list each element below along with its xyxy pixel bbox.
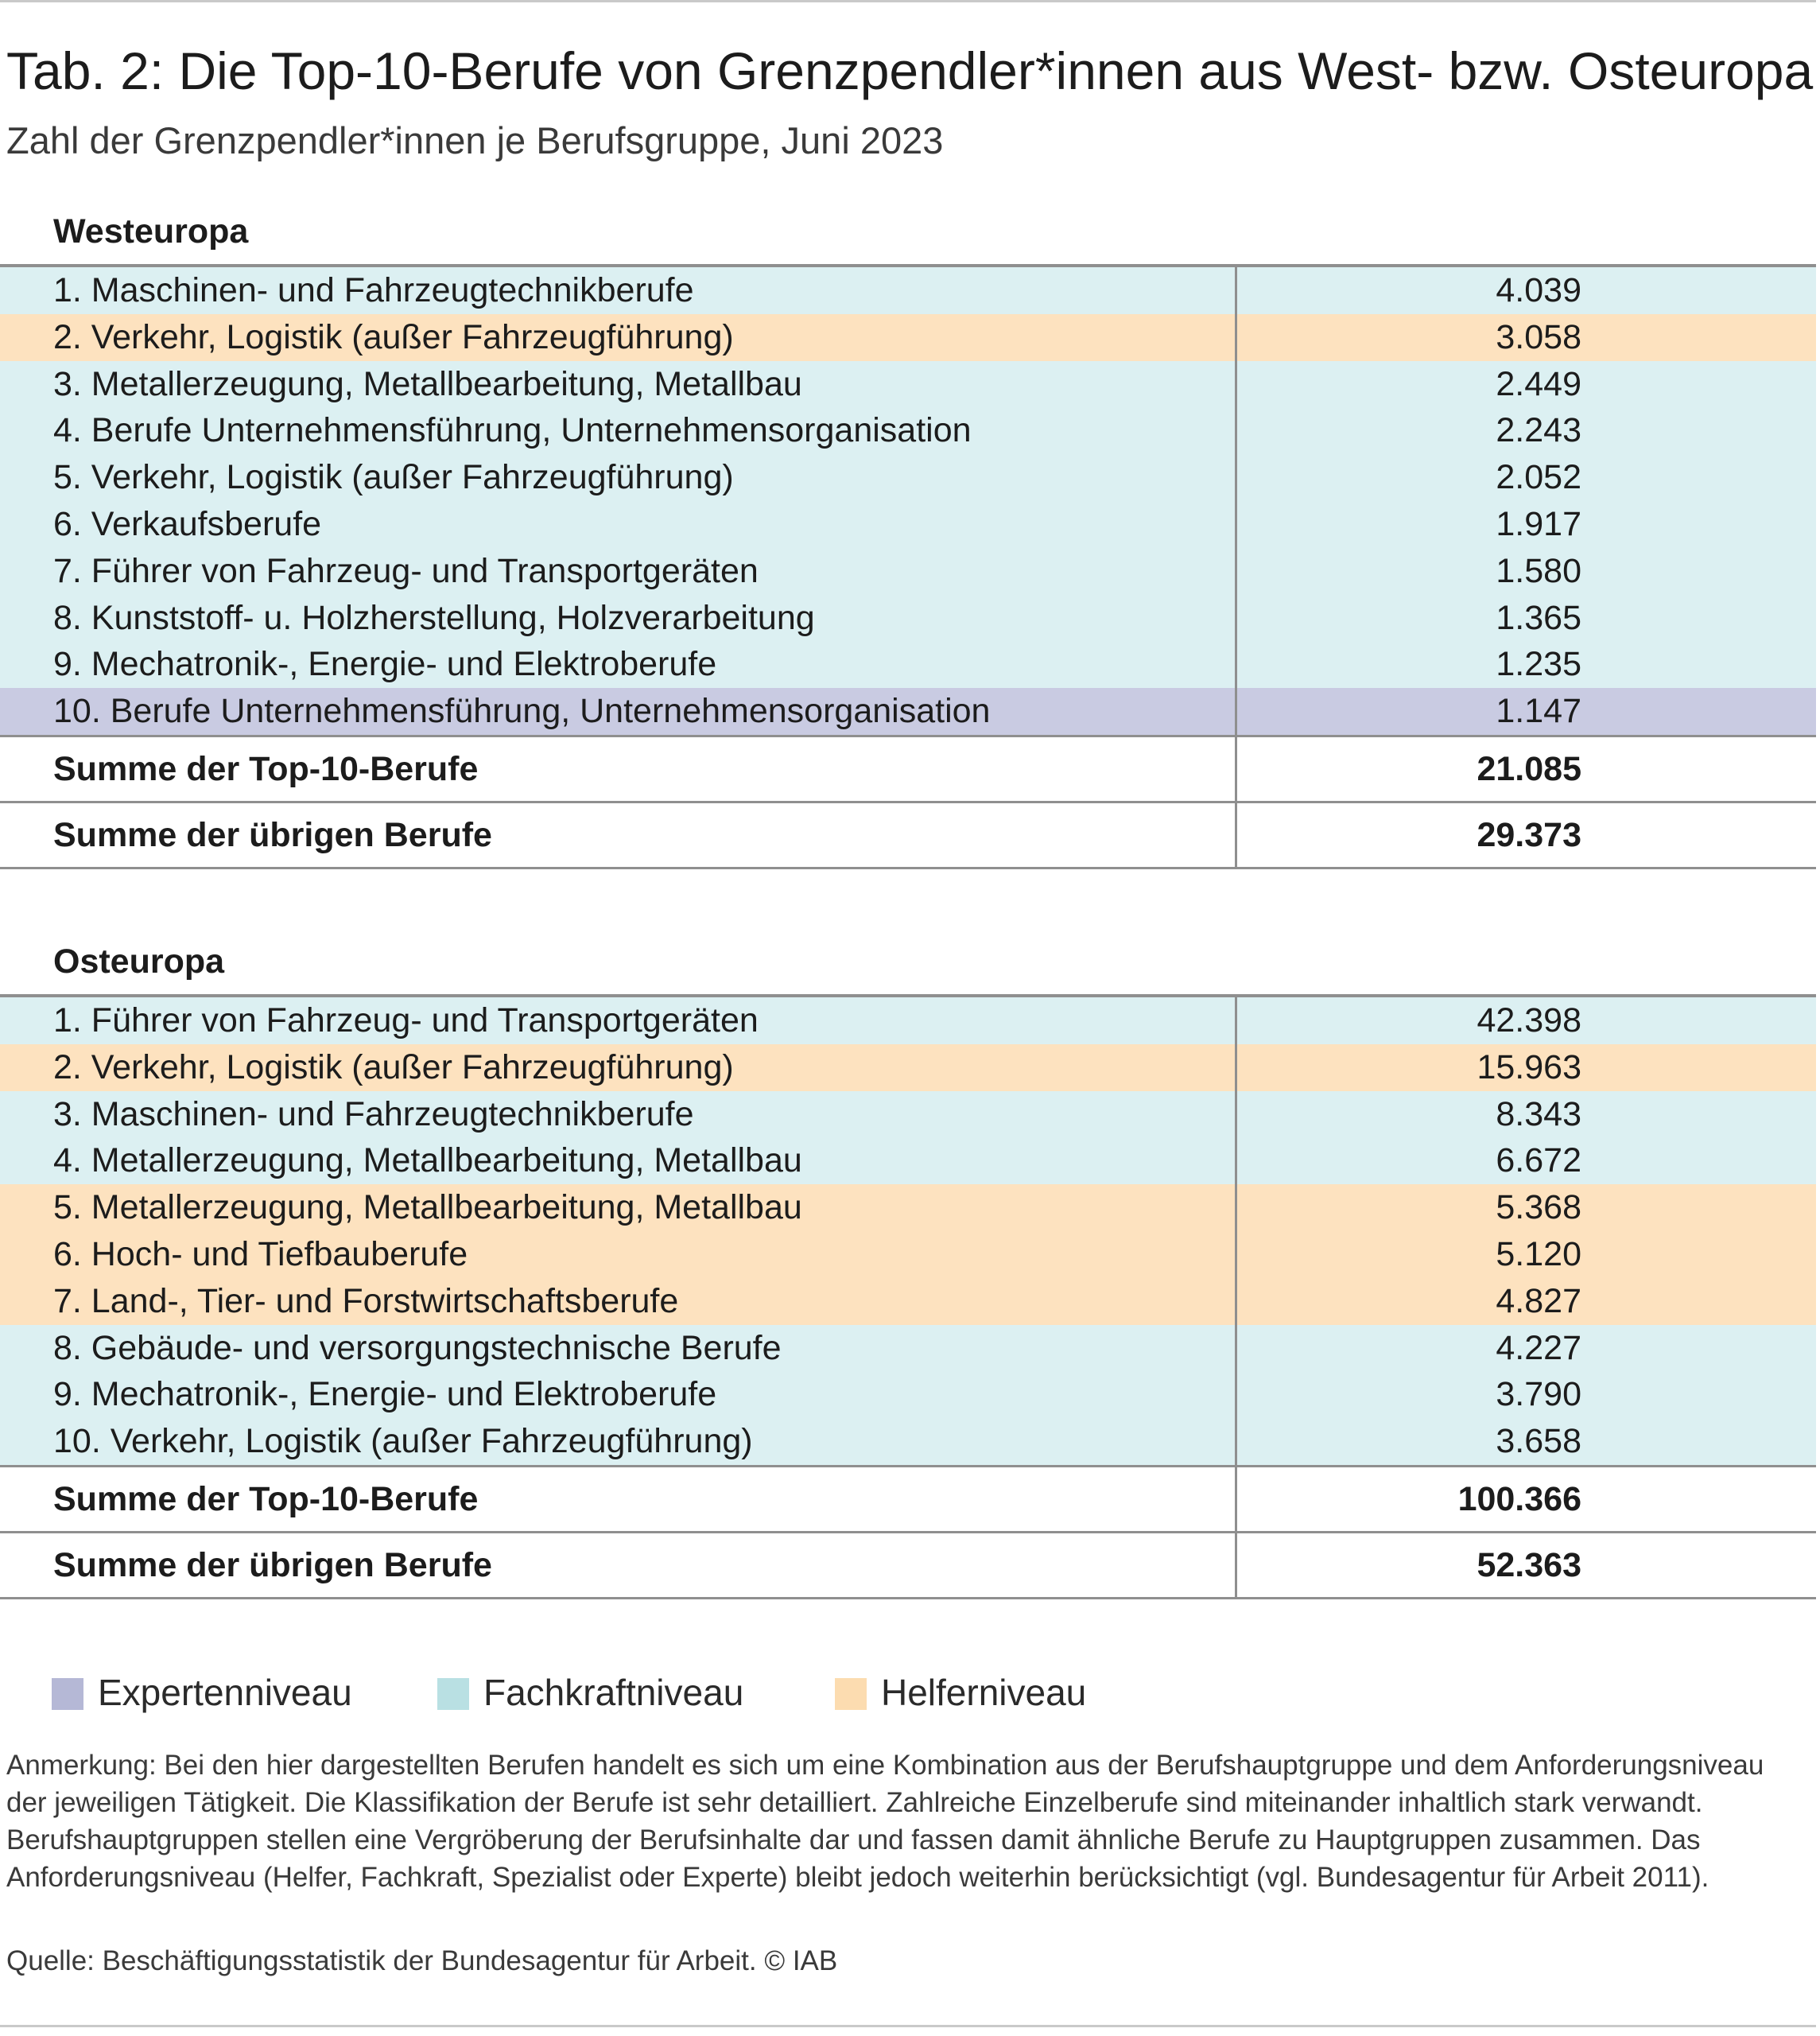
column-divider	[1235, 803, 1237, 867]
table-bottom-border	[0, 1597, 1816, 1599]
commuter-count: 5.368	[1496, 1188, 1581, 1227]
commuter-count: 4.827	[1496, 1281, 1581, 1320]
table-row	[0, 1418, 1816, 1465]
column-divider	[1235, 361, 1237, 408]
column-divider	[1235, 688, 1237, 735]
column-divider	[1235, 1231, 1237, 1278]
sum-value: 52.363	[1477, 1545, 1581, 1584]
sum-row	[0, 1531, 1816, 1597]
commuter-count: 15.963	[1477, 1047, 1581, 1086]
table-row	[0, 361, 1816, 408]
occupation-label: 4. Metallerzeugung, Metallbearbeitung, Metallbau	[53, 1141, 802, 1180]
table-row	[0, 641, 1816, 688]
occupation-label: 9. Mechatronik-, Energie- und Elektroberufe	[53, 1375, 717, 1414]
occupation-label: 3. Maschinen- und Fahrzeugtechnikberufe	[53, 1094, 694, 1133]
sum-label: Summe der Top-10-Berufe	[53, 749, 479, 788]
commuter-count: 1.235	[1496, 645, 1581, 684]
occupation-label: 6. Verkaufsberufe	[53, 504, 322, 543]
footnote: Anmerkung: Bei den hier dargestellten Berufen handelt es sich um eine Kombination aus der Berufshauptgruppe und dem Anforderungsniveau der jeweiligen Tätigkeit. Die Klassifikation der Berufe ist sehr detailliert. Zahlreiche Einzelberufe sind miteinander inhaltlich stark verwandt. Berufshauptgruppen stellen eine Vergröberung der Berufsinhalte dar und fassen damit ähnliche Berufe zu Hauptgruppen zusammen. Das Anforderungsniveau (Helfer, Fachkraft, Spezialist oder Experte) bleibt jedoch weiterhin berücksichtigt (vgl. Bundesagentur für Arbeit 2011).	[6, 1750, 1764, 1893]
occupation-table	[0, 264, 1816, 869]
sum-value: 29.373	[1477, 815, 1581, 854]
commuter-count: 2.449	[1496, 364, 1581, 403]
occupation-label: 7. Führer von Fahrzeug- und Transportgeräten	[53, 551, 759, 590]
legend-swatch-expert	[52, 1678, 83, 1710]
column-divider	[1235, 454, 1237, 501]
column-divider	[1235, 267, 1237, 314]
table-row	[0, 407, 1816, 454]
table-row	[0, 1231, 1816, 1278]
column-divider	[1235, 1044, 1237, 1091]
column-divider	[1235, 595, 1237, 642]
column-divider	[1235, 314, 1237, 361]
occupation-label: 4. Berufe Unternehmensführung, Unternehmensorganisation	[53, 411, 972, 450]
column-divider	[1235, 501, 1237, 548]
legend-label: Expertenniveau	[98, 1672, 352, 1713]
occupation-label: 7. Land-, Tier- und Forstwirtschaftsberufe	[53, 1281, 679, 1320]
section-heading: Osteuropa	[53, 942, 225, 981]
column-divider	[1235, 997, 1237, 1044]
occupation-label: 10. Verkehr, Logistik (außer Fahrzeugführung)	[53, 1422, 753, 1461]
table-row	[0, 1371, 1816, 1418]
commuter-count: 4.227	[1496, 1328, 1581, 1367]
commuter-count: 2.243	[1496, 411, 1581, 450]
table-row	[0, 1184, 1816, 1231]
section-heading: Westeuropa	[53, 212, 249, 251]
source-line: Quelle: Beschäftigungsstatistik der Bundesagentur für Arbeit. © IAB	[6, 1945, 838, 1976]
column-divider	[1235, 1533, 1237, 1597]
table-row	[0, 688, 1816, 735]
occupation-table	[0, 994, 1816, 1599]
commuter-count: 1.147	[1496, 692, 1581, 731]
column-divider	[1235, 1467, 1237, 1531]
table-row	[0, 267, 1816, 314]
column-divider	[1235, 1371, 1237, 1418]
commuter-count: 3.058	[1496, 317, 1581, 356]
sum-value: 100.366	[1457, 1479, 1581, 1518]
commuter-count: 6.672	[1496, 1141, 1581, 1180]
commuter-count: 1.365	[1496, 598, 1581, 637]
commuter-count: 4.039	[1496, 271, 1581, 309]
sum-value: 21.085	[1477, 749, 1581, 788]
table-subtitle: Zahl der Grenzpendler*innen je Berufsgruppe, Juni 2023	[6, 119, 944, 161]
occupation-label: 8. Kunststoff- u. Holzherstellung, Holzverarbeitung	[53, 598, 815, 637]
table-bottom-border	[0, 867, 1816, 869]
table-row	[0, 454, 1816, 501]
occupation-label: 9. Mechatronik-, Energie- und Elektroberufe	[53, 645, 717, 684]
occupation-label: 2. Verkehr, Logistik (außer Fahrzeugführung)	[53, 317, 734, 356]
column-divider	[1235, 1278, 1237, 1325]
occupation-label: 2. Verkehr, Logistik (außer Fahrzeugführung)	[53, 1047, 734, 1086]
commuter-count: 1.917	[1496, 504, 1581, 543]
table-row	[0, 1044, 1816, 1091]
legend-label: Fachkraftniveau	[483, 1672, 744, 1713]
column-divider	[1235, 1184, 1237, 1231]
table-row	[0, 1091, 1816, 1138]
table-row	[0, 314, 1816, 361]
column-divider	[1235, 737, 1237, 801]
column-divider	[1235, 407, 1237, 454]
sum-row	[0, 1465, 1816, 1531]
column-divider	[1235, 1325, 1237, 1372]
legend-swatch-helfer	[835, 1678, 867, 1710]
table-row	[0, 501, 1816, 548]
commuter-count: 3.790	[1496, 1375, 1581, 1414]
column-divider	[1235, 1418, 1237, 1465]
commuter-count: 5.120	[1496, 1234, 1581, 1273]
occupation-label: 5. Metallerzeugung, Metallbearbeitung, Metallbau	[53, 1188, 802, 1227]
legend-label: Helferniveau	[881, 1672, 1087, 1713]
column-divider	[1235, 548, 1237, 595]
occupation-label: 1. Führer von Fahrzeug- und Transportgeräten	[53, 1001, 759, 1039]
commuter-count: 42.398	[1477, 1001, 1581, 1039]
table-row	[0, 1325, 1816, 1372]
sum-label: Summe der übrigen Berufe	[53, 815, 492, 854]
bottom-rule	[0, 2025, 1816, 2027]
occupation-label: 5. Verkehr, Logistik (außer Fahrzeugführung)	[53, 458, 734, 497]
occupation-label: 8. Gebäude- und versorgungstechnische Berufe	[53, 1328, 782, 1367]
occupation-label: 1. Maschinen- und Fahrzeugtechnikberufe	[53, 271, 694, 309]
table-row	[0, 548, 1816, 595]
occupation-label: 6. Hoch- und Tiefbauberufe	[53, 1234, 468, 1273]
commuter-count: 8.343	[1496, 1094, 1581, 1133]
column-divider	[1235, 1137, 1237, 1184]
occupation-label: 10. Berufe Unternehmensführung, Unternehmensorganisation	[53, 692, 991, 731]
legend-swatch-fachkraft	[437, 1678, 469, 1710]
column-divider	[1235, 641, 1237, 688]
sum-row	[0, 801, 1816, 867]
table-row	[0, 1137, 1816, 1184]
commuter-count: 3.658	[1496, 1422, 1581, 1461]
commuter-count: 2.052	[1496, 458, 1581, 497]
table-title: Tab. 2: Die Top-10-Berufe von Grenzpendler*innen aus West- bzw. Osteuropa	[6, 41, 1814, 100]
table-row	[0, 595, 1816, 642]
sum-row	[0, 735, 1816, 801]
top-rule	[0, 0, 1816, 2]
occupation-label: 3. Metallerzeugung, Metallbearbeitung, Metallbau	[53, 364, 802, 403]
sum-label: Summe der übrigen Berufe	[53, 1545, 492, 1584]
table-row	[0, 997, 1816, 1044]
table-row	[0, 1278, 1816, 1325]
column-divider	[1235, 1091, 1237, 1138]
commuter-count: 1.580	[1496, 551, 1581, 590]
sum-label: Summe der Top-10-Berufe	[53, 1479, 479, 1518]
